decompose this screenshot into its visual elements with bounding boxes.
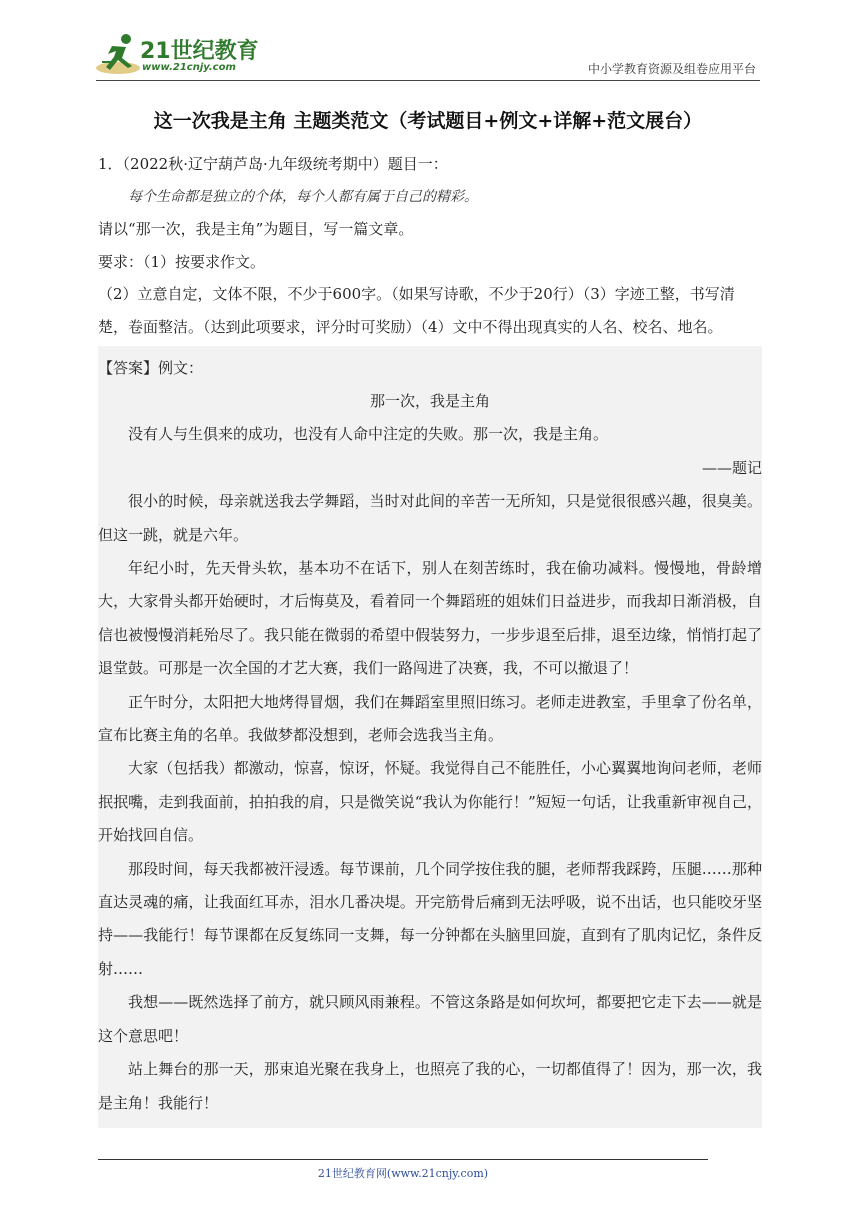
logo-url: www.21cnjy.com	[142, 62, 236, 73]
essay-paragraph: 很小的时候，母亲就送我去学舞蹈，当时对此间的辛苦一无所知，只是觉很很感兴趣，很臭美。但这一跳，就是六年。	[98, 492, 762, 544]
essay-paragraph: 那段时间，每天我都被汗浸透。每节课前，几个同学按住我的腿，老师帮我踩跨，压腿……那种直达灵魂的痛，让我面红耳赤，泪水几番决堤。开完筋骨后痛到无法呼吸，说不出话，也只能咬牙坚持——我能行！每节课都在反复练同一支舞，每一分钟都在头脑里回旋，直到有了肌肉记忆，条件反射……	[98, 859, 762, 978]
question-instruction: 请以“那一次，我是主角”为题目，写一篇文章。	[98, 220, 414, 239]
header-divider	[96, 80, 760, 81]
essay-paragraph: 站上舞台的那一天，那束追光聚在我身上，也照亮了我的心，一切都值得了！因为，那一次，我是主角！我能行！	[98, 1060, 762, 1112]
answer-label: 【答案】例文：	[98, 358, 204, 377]
footer-site-link[interactable]: 21世纪教育网(www.21cnjy.com)	[317, 1167, 489, 1180]
essay-title: 那一次，我是主角	[369, 391, 490, 410]
question-requirement-3: 楚，卷面整洁。（达到此项要求，评分时可奖励）（4）文中不得出现真实的人名、校名、地名。	[98, 317, 723, 336]
platform-tagline: 中小学教育资源及组卷应用平台	[587, 62, 756, 76]
page-header	[96, 30, 760, 80]
site-logo[interactable]	[96, 32, 266, 78]
question-requirement-1: 要求：（1）按要求作文。	[98, 252, 266, 271]
question-requirement-2: （2）立意自定，文体不限，不少于600字。（如果写诗歌，不少于20行）（3）字迹工整，书写清	[98, 285, 735, 304]
runner-logo-icon	[96, 32, 144, 78]
document-body	[98, 148, 762, 1128]
essay-paragraph: 正午时分，太阳把大地烤得冒烟，我们在舞蹈室里照旧练习。老师走进教室，手里拿了份名单，宣布比赛主角的名单。我做梦都没想到，老师会选我当主角。	[98, 692, 762, 745]
essay-epigraph: 没有人与生俱来的成功，也没有人命中注定的失败。那一次，我是主角。	[128, 425, 609, 444]
question-source: 1．（2022秋·辽宁葫芦岛·九年级统考期中）题目一：	[98, 155, 448, 173]
essay-paragraph: 年纪小时，先天骨头软，基本功不在话下，别人在刻苦练时，我在偷功减料。慢慢地，骨龄增大，大家骨头都开始硬时，才后悔莫及，看着同一个舞蹈班的姐妹们日益进步，而我却日渐消极，自信也被慢慢消耗殆尽了。我只能在微弱的希望中假装努力，一步步退至后排，退至边缘，悄悄打起了退堂鼓。可那是一次全国的才艺大赛，我们一路闯进了决赛，我，不可以撤退了！	[98, 559, 762, 678]
question-quote: 每个生命都是独立的个体，每个人都有属于自己的精彩。	[128, 188, 478, 205]
essay-paragraph: 大家（包括我）都激动，惊喜，惊讶，怀疑。我觉得自己不能胜任，小心翼翼地询问老师，老师抿抿嘴，走到我面前，拍拍我的肩，只是微笑说“我认为你能行！”短短一句话，让我重新审视自己，开始找回自信。	[98, 759, 762, 845]
essay-paragraph: 我想——既然选择了前方，就只顾风雨兼程。不管这条路是如何坎坷，都要把它走下去——就是这个意思吧！	[98, 993, 762, 1045]
logo-text: 21世纪教育	[140, 39, 259, 64]
document-title: 这一次我是主角 主题类范文（考试题目+例文+详解+范文展台）	[153, 110, 703, 132]
answer-block	[98, 346, 762, 1128]
footer-divider	[98, 1159, 708, 1160]
epigraph-sign: ——题记	[701, 458, 762, 477]
